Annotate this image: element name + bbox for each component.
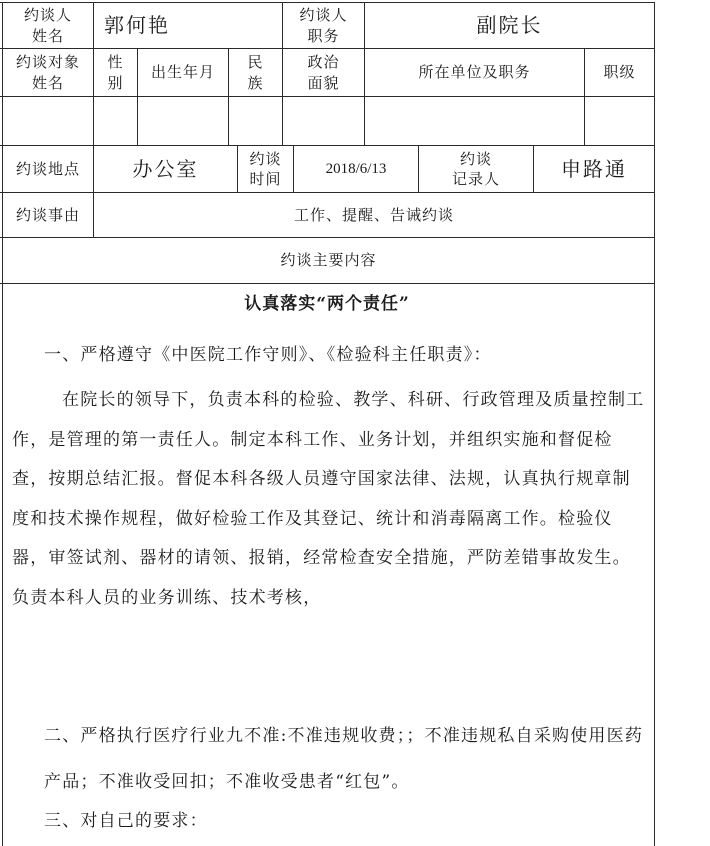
interviewer-name-label: 约谈人 姓名 (23, 6, 72, 45)
matter-value: 工作、提醒、告诫约谈 (293, 205, 454, 224)
interviewer-position-label: 约谈人 职务 (299, 6, 348, 45)
content-section-label: 约谈主要内容 (280, 251, 377, 270)
place-label: 约谈地点 (15, 159, 80, 178)
matter-label: 约谈事由 (15, 205, 80, 224)
grid-line (0, 283, 655, 284)
recorder-label: 约谈 记录人 (451, 149, 500, 188)
target-name-label: 约谈对象 姓名 (15, 53, 80, 92)
politics-value (283, 97, 364, 145)
birth-label: 出生年月 (150, 63, 215, 82)
paragraph-1-heading: 一、严格遵守《中医院工作守则》、《检验科主任职责》： (44, 345, 492, 365)
date-value: 2018/6/13 (325, 160, 387, 177)
paragraph-1-body: 在院长的领导下，负责本科的检验、教学、科研、行政管理及质量控制工作，是管理的第一责任人。制定本科工作、业务计划，并组织实施和督促检查，按期总结汇报。督促本科各级人员遵守国家法律、法规，认真执行规章制度和技术操作规程，做好检验工作及其登记、统计和消毒隔离工作。检验仪器，审签试剂、器材的请领、报销，经常检查安全措施，严防差错事故发生。负责本科人员的业务训练、技术考核， (12, 390, 645, 608)
recorder-value: 申路通 (561, 156, 627, 181)
politics-label: 政治 面貌 (307, 53, 340, 92)
ethnicity-value (229, 97, 282, 145)
interviewer-position: 副院长 (476, 13, 543, 37)
rank-value (585, 97, 654, 145)
paragraph-3: 三、对自己的要求： (44, 811, 208, 831)
grid-line (654, 2, 655, 846)
birth-value (138, 97, 228, 145)
target-name-value (3, 97, 93, 145)
time-label: 约谈 时间 (249, 149, 282, 188)
gender-value (94, 97, 137, 145)
gender-label: 性 别 (107, 53, 124, 92)
paragraph-2: 二、严格执行医疗行业九不准:不准违规收费；；不准违规私自采购使用医药产品；不准收受回扣；不准收受患者“红包”。 (44, 726, 644, 792)
content-title: 认真落实“两个责任” (244, 294, 410, 314)
ethnicity-label: 民 族 (247, 53, 264, 92)
place-value: 办公室 (132, 156, 199, 181)
unit-label: 所在单位及职务 (418, 63, 531, 82)
unit-value (365, 97, 584, 145)
interviewer-name: 郭何艳 (104, 13, 170, 37)
rank-label: 职级 (603, 63, 636, 82)
